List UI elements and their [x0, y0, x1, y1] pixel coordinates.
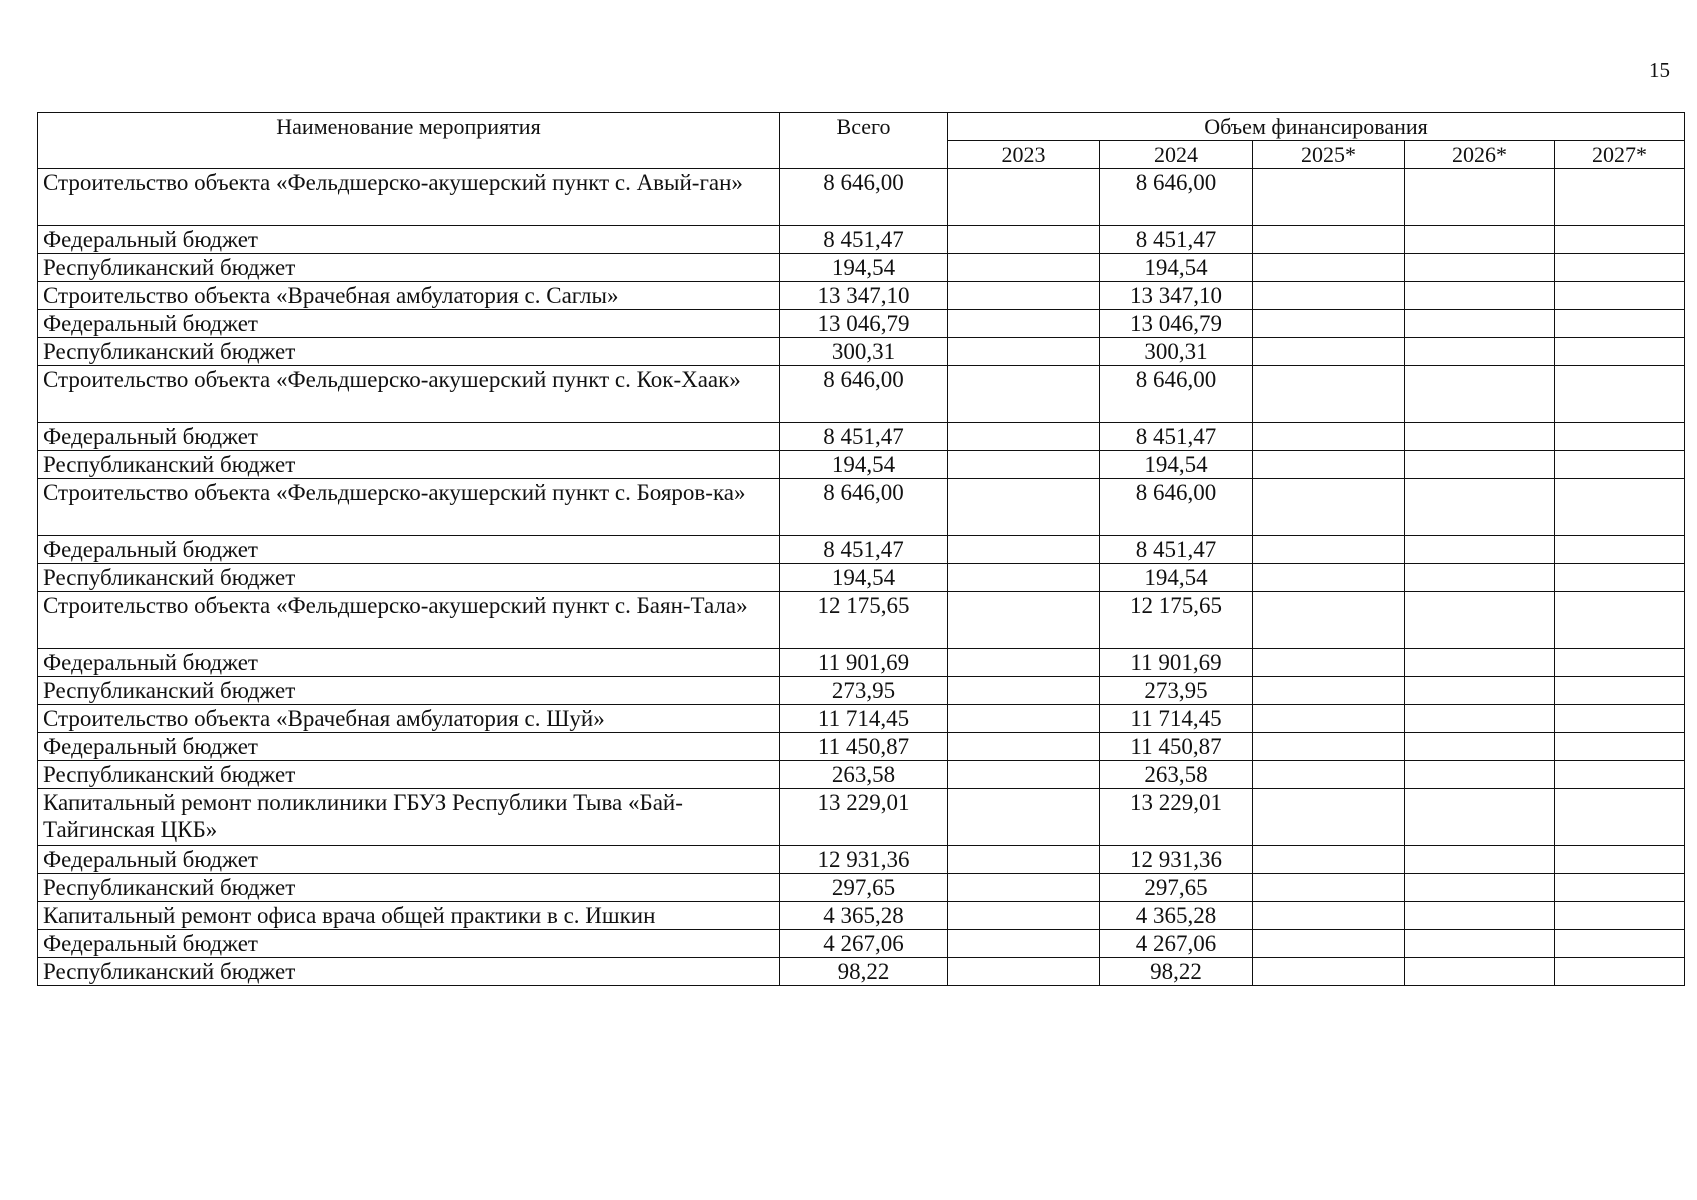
cell-name: Строительство объекта «Фельдшерско-акушерский пункт с. Бояров-ка» [38, 479, 780, 536]
cell-2024: 12 931,36 [1100, 846, 1253, 874]
cell-2025 [1253, 366, 1405, 423]
cell-2024: 4 267,06 [1100, 930, 1253, 958]
cell-2024: 273,95 [1100, 677, 1253, 705]
table-row [38, 564, 1685, 592]
cell-name: Республиканский бюджет [38, 564, 780, 592]
cell-total: 273,95 [780, 677, 948, 705]
table-row [38, 705, 1685, 733]
cell-total: 11 714,45 [780, 705, 948, 733]
cell-2025 [1253, 733, 1405, 761]
cell-name: Строительство объекта «Врачебная амбулатория с. Саглы» [38, 282, 780, 310]
cell-2026 [1405, 789, 1555, 846]
cell-2026 [1405, 226, 1555, 254]
cell-total: 194,54 [780, 564, 948, 592]
header-year-2027: 2027* [1555, 141, 1685, 169]
cell-total: 13 046,79 [780, 310, 948, 338]
cell-total: 4 365,28 [780, 902, 948, 930]
table-row [38, 930, 1685, 958]
cell-total: 8 646,00 [780, 366, 948, 423]
page-number: 15 [1649, 58, 1670, 82]
cell-2024: 13 046,79 [1100, 310, 1253, 338]
cell-2023 [948, 451, 1100, 479]
cell-2027 [1555, 761, 1685, 789]
cell-2023 [948, 254, 1100, 282]
cell-2026 [1405, 451, 1555, 479]
cell-2027 [1555, 789, 1685, 846]
header-year-2026: 2026* [1405, 141, 1555, 169]
table-row [38, 733, 1685, 761]
cell-2027 [1555, 310, 1685, 338]
cell-2023 [948, 310, 1100, 338]
cell-2024: 13 229,01 [1100, 789, 1253, 846]
cell-2024: 194,54 [1100, 564, 1253, 592]
cell-2026 [1405, 338, 1555, 366]
cell-name: Капитальный ремонт офиса врача общей практики в с. Ишкин [38, 902, 780, 930]
cell-total: 12 175,65 [780, 592, 948, 649]
cell-2026 [1405, 902, 1555, 930]
cell-2026 [1405, 592, 1555, 649]
cell-2025 [1253, 902, 1405, 930]
cell-2026 [1405, 958, 1555, 986]
cell-2026 [1405, 479, 1555, 536]
cell-2025 [1253, 282, 1405, 310]
table-row [38, 958, 1685, 986]
cell-2025 [1253, 479, 1405, 536]
table-row [38, 282, 1685, 310]
cell-2024: 8 451,47 [1100, 423, 1253, 451]
cell-total: 12 931,36 [780, 846, 948, 874]
cell-total: 8 646,00 [780, 169, 948, 226]
cell-2025 [1253, 423, 1405, 451]
header-volume: Объем финансирования [948, 113, 1685, 141]
cell-2027 [1555, 451, 1685, 479]
cell-2027 [1555, 564, 1685, 592]
cell-2027 [1555, 677, 1685, 705]
cell-2026 [1405, 705, 1555, 733]
cell-2024: 4 365,28 [1100, 902, 1253, 930]
cell-total: 13 347,10 [780, 282, 948, 310]
cell-2026 [1405, 761, 1555, 789]
cell-2026 [1405, 423, 1555, 451]
header-name: Наименование мероприятия [38, 113, 780, 169]
cell-2024: 300,31 [1100, 338, 1253, 366]
cell-total: 297,65 [780, 874, 948, 902]
table-row [38, 846, 1685, 874]
cell-2025 [1253, 169, 1405, 226]
cell-2024: 297,65 [1100, 874, 1253, 902]
header-total: Всего [780, 113, 948, 169]
cell-2024: 8 646,00 [1100, 479, 1253, 536]
cell-2025 [1253, 846, 1405, 874]
cell-2024: 263,58 [1100, 761, 1253, 789]
table-row [38, 761, 1685, 789]
cell-name: Республиканский бюджет [38, 451, 780, 479]
cell-2024: 8 451,47 [1100, 226, 1253, 254]
table-row [38, 592, 1685, 649]
cell-2027 [1555, 226, 1685, 254]
cell-2027 [1555, 479, 1685, 536]
cell-2023 [948, 423, 1100, 451]
cell-2024: 8 451,47 [1100, 536, 1253, 564]
cell-2027 [1555, 733, 1685, 761]
cell-total: 194,54 [780, 254, 948, 282]
cell-2023 [948, 930, 1100, 958]
cell-2027 [1555, 958, 1685, 986]
cell-total: 8 451,47 [780, 226, 948, 254]
header-year-2023: 2023 [948, 141, 1100, 169]
cell-name: Республиканский бюджет [38, 254, 780, 282]
cell-2023 [948, 226, 1100, 254]
cell-name: Республиканский бюджет [38, 677, 780, 705]
cell-2024: 12 175,65 [1100, 592, 1253, 649]
cell-2023 [948, 705, 1100, 733]
cell-2023 [948, 366, 1100, 423]
cell-total: 300,31 [780, 338, 948, 366]
cell-2027 [1555, 846, 1685, 874]
cell-2024: 11 714,45 [1100, 705, 1253, 733]
cell-2027 [1555, 930, 1685, 958]
cell-2025 [1253, 649, 1405, 677]
cell-2023 [948, 338, 1100, 366]
cell-2023 [948, 874, 1100, 902]
cell-2026 [1405, 310, 1555, 338]
cell-2024: 194,54 [1100, 451, 1253, 479]
cell-2026 [1405, 536, 1555, 564]
cell-2025 [1253, 254, 1405, 282]
cell-2023 [948, 677, 1100, 705]
cell-2023 [948, 761, 1100, 789]
header-year-2024: 2024 [1100, 141, 1253, 169]
cell-2025 [1253, 536, 1405, 564]
cell-total: 4 267,06 [780, 930, 948, 958]
cell-2025 [1253, 874, 1405, 902]
cell-2025 [1253, 338, 1405, 366]
cell-2025 [1253, 310, 1405, 338]
cell-2023 [948, 902, 1100, 930]
table-row [38, 479, 1685, 536]
table-header [38, 113, 1685, 169]
table-row [38, 254, 1685, 282]
table-row [38, 649, 1685, 677]
cell-total: 13 229,01 [780, 789, 948, 846]
cell-name: Федеральный бюджет [38, 310, 780, 338]
cell-2025 [1253, 958, 1405, 986]
cell-2025 [1253, 677, 1405, 705]
cell-2026 [1405, 930, 1555, 958]
table-row [38, 874, 1685, 902]
table-row [38, 169, 1685, 226]
cell-2024: 98,22 [1100, 958, 1253, 986]
cell-name: Республиканский бюджет [38, 874, 780, 902]
cell-2025 [1253, 930, 1405, 958]
cell-2026 [1405, 169, 1555, 226]
cell-2027 [1555, 282, 1685, 310]
cell-2023 [948, 282, 1100, 310]
cell-2025 [1253, 592, 1405, 649]
cell-2024: 11 901,69 [1100, 649, 1253, 677]
cell-2027 [1555, 366, 1685, 423]
cell-2027 [1555, 254, 1685, 282]
cell-name: Строительство объекта «Фельдшерско-акушерский пункт с. Авый-ган» [38, 169, 780, 226]
cell-name: Республиканский бюджет [38, 761, 780, 789]
cell-name: Строительство объекта «Фельдшерско-акушерский пункт с. Кок-Хаак» [38, 366, 780, 423]
cell-2023 [948, 789, 1100, 846]
cell-2026 [1405, 366, 1555, 423]
cell-name: Федеральный бюджет [38, 846, 780, 874]
cell-2027 [1555, 536, 1685, 564]
table-row [38, 310, 1685, 338]
cell-2026 [1405, 564, 1555, 592]
cell-total: 11 450,87 [780, 733, 948, 761]
cell-name: Федеральный бюджет [38, 733, 780, 761]
cell-2027 [1555, 423, 1685, 451]
cell-2026 [1405, 874, 1555, 902]
cell-name: Республиканский бюджет [38, 958, 780, 986]
cell-2024: 194,54 [1100, 254, 1253, 282]
cell-name: Строительство объекта «Врачебная амбулатория с. Шуй» [38, 705, 780, 733]
cell-name: Капитальный ремонт поликлиники ГБУЗ Республики Тыва «Бай-Тайгинская ЦКБ» [38, 789, 780, 846]
cell-2025 [1253, 705, 1405, 733]
cell-2027 [1555, 338, 1685, 366]
table-row [38, 226, 1685, 254]
cell-2024: 13 347,10 [1100, 282, 1253, 310]
cell-2026 [1405, 733, 1555, 761]
cell-total: 8 451,47 [780, 423, 948, 451]
cell-name: Федеральный бюджет [38, 649, 780, 677]
cell-2026 [1405, 846, 1555, 874]
cell-2025 [1253, 789, 1405, 846]
table-row [38, 789, 1685, 846]
cell-2027 [1555, 902, 1685, 930]
cell-total: 98,22 [780, 958, 948, 986]
table-row [38, 677, 1685, 705]
cell-name: Федеральный бюджет [38, 423, 780, 451]
cell-total: 8 451,47 [780, 536, 948, 564]
cell-name: Республиканский бюджет [38, 338, 780, 366]
cell-name: Федеральный бюджет [38, 536, 780, 564]
cell-2026 [1405, 649, 1555, 677]
cell-2023 [948, 564, 1100, 592]
cell-2024: 8 646,00 [1100, 169, 1253, 226]
cell-2027 [1555, 874, 1685, 902]
cell-2027 [1555, 169, 1685, 226]
cell-total: 194,54 [780, 451, 948, 479]
cell-2024: 11 450,87 [1100, 733, 1253, 761]
cell-2026 [1405, 254, 1555, 282]
cell-2023 [948, 649, 1100, 677]
table-row [38, 902, 1685, 930]
table-row [38, 451, 1685, 479]
cell-2026 [1405, 677, 1555, 705]
header-year-2025: 2025* [1253, 141, 1405, 169]
cell-2023 [948, 592, 1100, 649]
cell-2025 [1253, 564, 1405, 592]
cell-2023 [948, 958, 1100, 986]
cell-2023 [948, 169, 1100, 226]
cell-2023 [948, 846, 1100, 874]
cell-2025 [1253, 761, 1405, 789]
table-row [38, 366, 1685, 423]
financing-table [37, 112, 1685, 986]
cell-2025 [1253, 226, 1405, 254]
cell-2023 [948, 479, 1100, 536]
table-body [38, 169, 1685, 986]
cell-2025 [1253, 451, 1405, 479]
table-row [38, 423, 1685, 451]
cell-2024: 8 646,00 [1100, 366, 1253, 423]
table-row [38, 338, 1685, 366]
cell-2026 [1405, 282, 1555, 310]
cell-2023 [948, 733, 1100, 761]
cell-name: Федеральный бюджет [38, 226, 780, 254]
cell-total: 263,58 [780, 761, 948, 789]
cell-2023 [948, 536, 1100, 564]
cell-name: Федеральный бюджет [38, 930, 780, 958]
cell-total: 11 901,69 [780, 649, 948, 677]
cell-2027 [1555, 705, 1685, 733]
cell-2027 [1555, 592, 1685, 649]
table-row [38, 536, 1685, 564]
cell-total: 8 646,00 [780, 479, 948, 536]
cell-2027 [1555, 649, 1685, 677]
cell-name: Строительство объекта «Фельдшерско-акушерский пункт с. Баян-Тала» [38, 592, 780, 649]
